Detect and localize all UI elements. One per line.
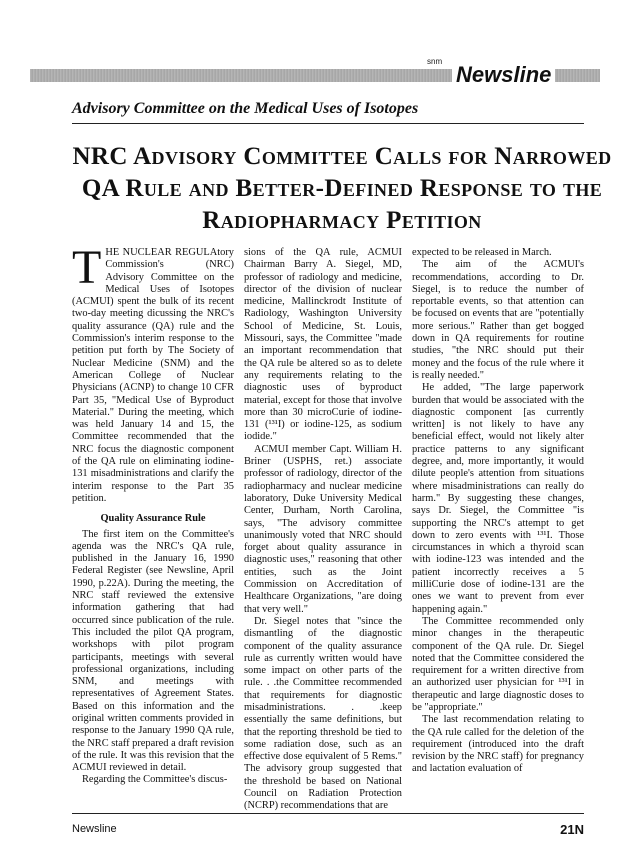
article-column-3 (412, 247, 584, 776)
section-title: Advisory Committee on the Medical Uses of Isotopes (72, 100, 419, 117)
masthead-title: Newsline (452, 63, 555, 87)
paragraph-text: HE NUCLEAR REGULAtory Commission's (NRC) Advisory Committee on the Medical Uses of Isotopes (ACMUI) spent the bulk of its recent two-day meeting dicussing the NRC's quality assurance (QA) rule and the Commission's interim response to the petition put forth by The Society of Nuclear Medicine (SNM) and the American College of Nuclear Physicians (ACNP) to change 10 CFR Part 35, "Medical Use of Byproduct Material." During the meeting, which was held January 14 and 15, the Committee recommended that the NRC focus the diagnostic component of the QA rule on eliminating iodine-131 misadministrations and clarify the interim response to the Part 35 petition. (72, 247, 234, 504)
article-column-1 (72, 241, 234, 787)
paragraph: ACMUI member Capt. William H. Briner (USPHS, ret.) associate professor of radiology, director of the radiopharmacy and nuclear medicine laboratory, Duke University Medical Center, Durham, North Carolina, says, "The advisory committee unanimously voted that NRC should forget about quality assurance in diagnostic uses," reasoning that other entities, such as the Joint Commission on Accreditation of Healthcare Organizations, "are doing that very well." (244, 443, 402, 615)
footer-publication: Newsline (72, 823, 117, 835)
masthead-org: snm (427, 57, 443, 66)
divider (72, 123, 584, 124)
headline: NRC Advisory Committee Calls for Narrowed QA Rule and Better-Defined Response to the Radiopharmacy Petition (72, 143, 612, 234)
article-column-2 (244, 247, 402, 813)
paragraph: The Committee recommended only minor changes in the therapeutic component of the QA rule. Dr. Siegel noted that the Committee considered the requirement for a written directive from an authorized user physician for ¹³¹I in therapeutic and large diagnostic doses to be "appropriate." (412, 615, 584, 713)
paragraph: He added, "The large paperwork burden that would be associated with the diagnostic component [as currently written] is not likely to have any beneficial effect, would not likely alter practice patterns to any significant degree, and, more importantly, it would dilute people's attention from situations where misadministrations can really do harm." By suggesting these changes, says Dr. Siegel, the Committee "is supporting the NRC's attempt to get down to zero events with ¹³¹I. Those circumstances in which a thyroid scan with iodine-123 was intended and the patient incorrectly receives a 5 milliCurie dose of iodine-131 are the ones we want to prevent from ever happening again." (412, 382, 584, 615)
footer-divider (72, 813, 584, 814)
paragraph: expected to be released in March. (412, 247, 552, 258)
subheading: Quality Assurance Rule (100, 513, 206, 525)
paragraph: The first item on the Committee's agenda was the NRC's QA rule, published in the January 16, 1990 Federal Register (see Newsline, April 1990, p.22A). During the meeting, the NRC staff reviewed the extensive information gathering that had occurred since publication of the rule. This included the pilot QA program, workshops with pilot program participants, meetings with several professional organizations, including SNM, and meetings with representatives of Agreement States. Based on this information and the original written comments provided in response to the January 1990 QA rule, the NRC staff prepared a draft revision of the rule. It was this revision that the ACMUI reviewed in detail. (72, 528, 234, 774)
paragraph: The aim of the ACMUI's recommendations, according to Dr. Siegel, is to reduce the number of reportable events, so that attention can be focused on events that are "potentially more serious." Rather than get bogged down in QA requirements for routine studies, "the NRC should put their money and the focus of the rule where it is really needed." (412, 259, 584, 381)
paragraph: The last recommendation relating to the QA rule called for the deletion of the requirement (introduced into the draft revision by the NRC staff) for pregnancy and lactation evaluation of (412, 714, 584, 775)
dropcap: T (72, 241, 102, 294)
paragraph: sions of the QA rule, ACMUI Chairman Barry A. Siegel, MD, professor of radiology and medicine, director of the division of nuclear medicine, Mallinckrodt Institute of Radiology, Washington University School of Medicine, St. Louis, Missouri, says, the Committee "made an important recommendation that the QA rule be altered so as to delete any requirements relating to the diagnostic uses of byproduct material, except for those that involve more than 30 microCurie of iodine-131 (¹³¹I) or iodine-125, as sodium iodide." (244, 247, 402, 443)
paragraph: Dr. Siegel notes that "since the dismantling of the diagnostic component of the quality assurance rule as currently written would have some impact on other parts of the rule. . .the Committee recommended that requirements for diagnostic misadministrations. . .keep essentially the same definitions, but that the reporting threshold be tied to some radiation dose, such as an effective dose equivalent of 5 Rems." The advisory group suggested that the threshold be based on National Council on Radiation Protection (NCRP) recommendations that are (244, 615, 402, 812)
paragraph (72, 241, 234, 505)
page-number: 21N (560, 822, 584, 837)
paragraph: Regarding the Committee's discus- (82, 774, 228, 786)
